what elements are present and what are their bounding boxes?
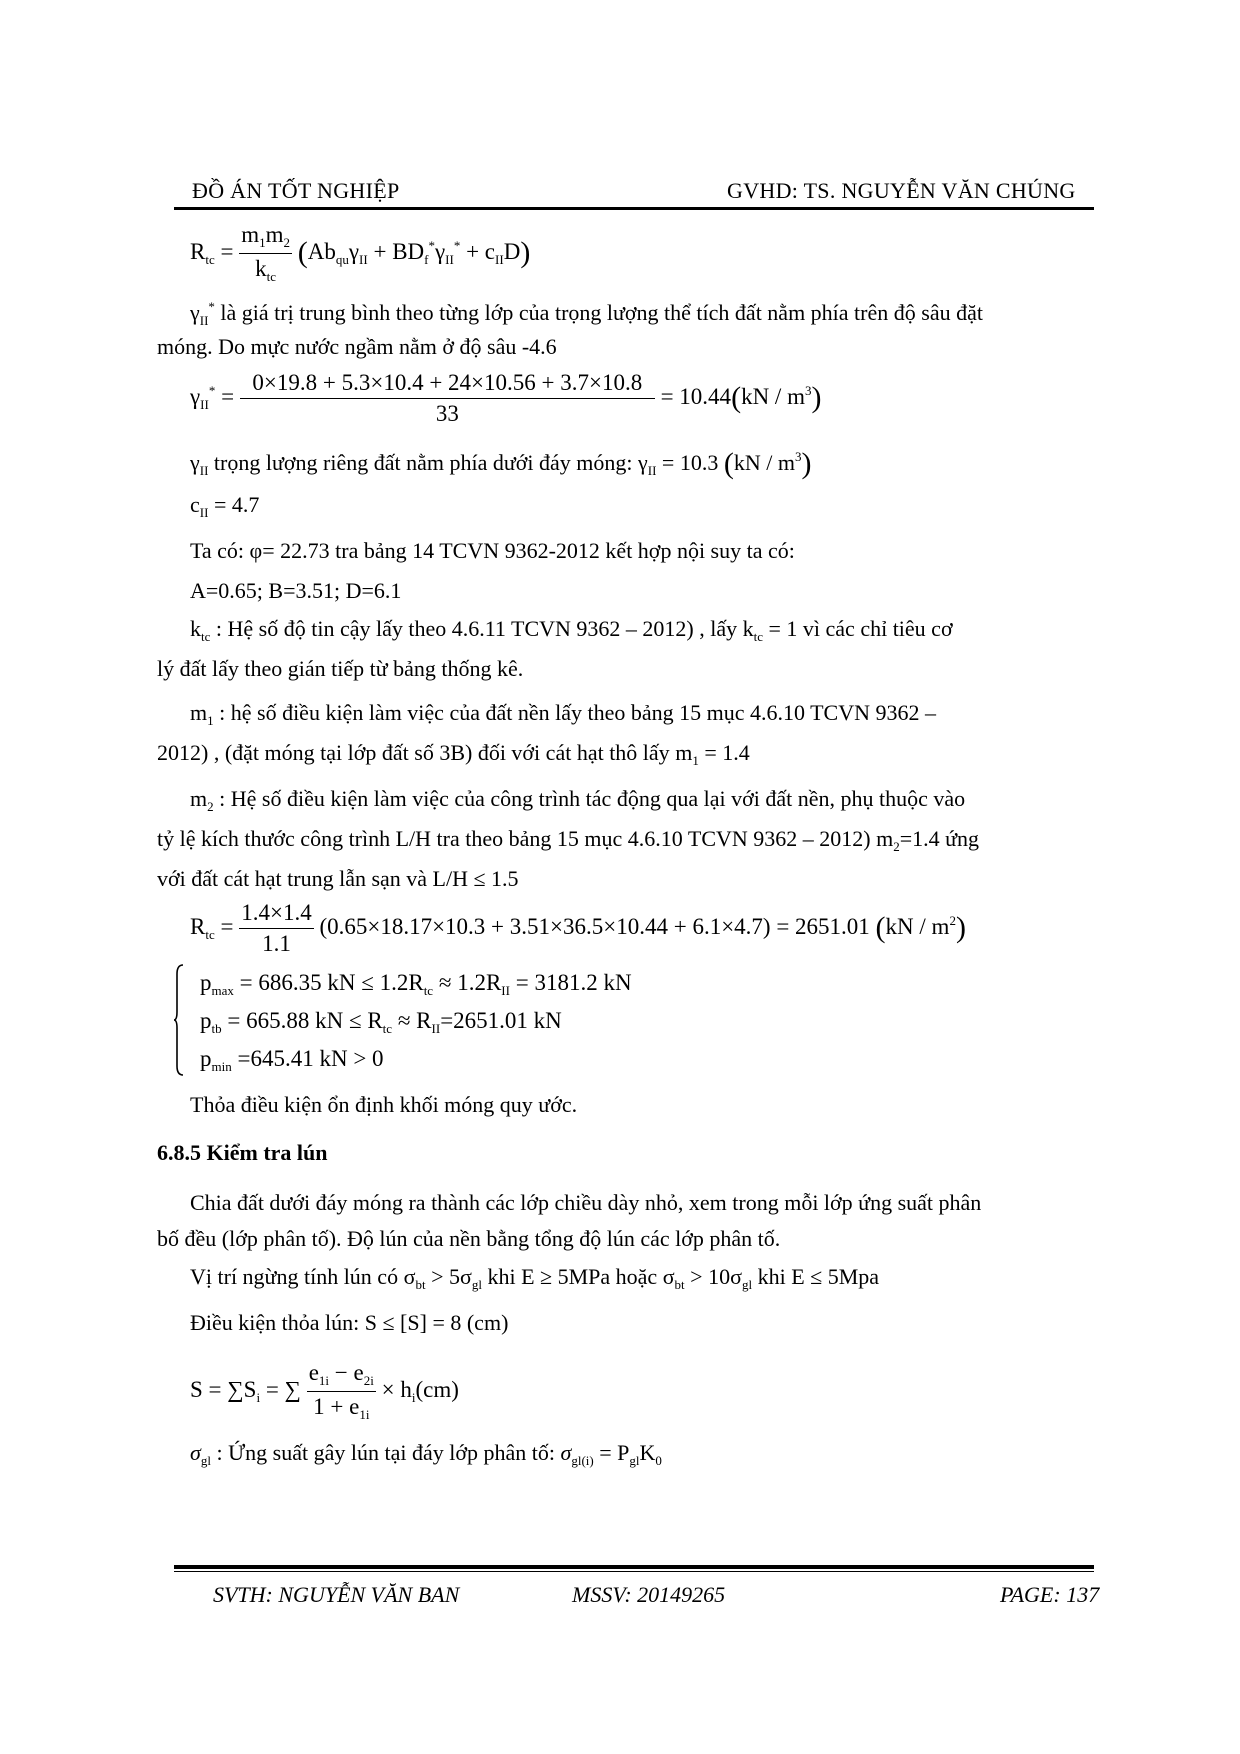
header-rule [174,207,1094,210]
sigma-gl-line: $\sigma_{gl}$ : Ứng suất gây lún tại đáy lớp phân tố: $\sigma_{gl(i)} = P_{gl}K_0$ [190,1440,662,1468]
m1-line2: 2012) , (đặt móng tại lớp đất số 3B) đối với cát hạt thô lấy $m_1 = 1.4$ [157,740,750,768]
m2-line: $m_2$ : Hệ số điều kiện làm việc của công trình tác động qua lại với đất nền, phụ thuộc vào [190,786,966,814]
footer-rule-thick [174,1565,1094,1569]
c2-line: $c_{II} = 4.7$ [190,492,260,520]
settlement-formula: $S = \sum S_i$ = ∑ $\frac{e_{1i} - e_{2i}}{1 + e_{1i}}$ × $h_i(cm)$ [190,1360,459,1422]
m1-line: $m_1$ : hệ số điều kiện làm việc của đất nền lấy theo bảng 15 mục 4.6.10 TCVN 9362 – [190,700,937,728]
footer-page: PAGE: 137 [1000,1582,1100,1607]
gamma-star-desc: $\gamma_{II}^*$ là giá trị trung bình theo từng lớp của trọng lượng thể tích đất nằm phía trên độ sâu đặt [190,299,983,328]
footer-mssv: MSSV: 20149265 [572,1582,726,1607]
header-advisor: GVHD: TS. NGUYỄN VĂN CHÚNG [727,178,1076,203]
m2-line3: với đất cát hạt trung lẫn sạn và L/H ≤ 1.5 [157,866,519,891]
settle-condition: Điều kiện thỏa lún: S ≤ [S] = 8 (cm) [190,1310,509,1335]
para1a: Chia đất dưới đáy móng ra thành các lớp chiều dày nhỏ, xem trong mỗi lớp ứng suất phân [190,1190,982,1215]
gamma2-line: $\gamma_{II}$ trọng lượng riêng đất nằm phía dưới đáy móng: $\gamma_{II} = 10.3$ $(kN / m^3)$ [190,447,812,480]
ptb-line: $p_{tb} = 665.88$ kN ≤ $R_{tc} \approx R_{II}=2651.01$ kN [200,1008,562,1036]
phi-line: Ta có: φ= 22.73 tra bảng 14 TCVN 9362-2012 kết hợp nội suy ta có: [190,538,795,563]
rtc-general-formula: $R_{tc}$ = $\frac{m_1m_2}{k_{tc}}$ $(Ab_{qu}\gamma_{II} + BD_f^*\gamma_{II}^* + c_{II}D)$ [190,222,531,284]
header-title: ĐỒ ÁN TỐT NGHIỆP [192,178,400,203]
gamma-star-formula: $\gamma_{II}^*$ = $\frac{0\times 19.8 + 5.3\times 10.4 + 24\times 10.56 + 3.7\times 10.8}{33}$ = $10.44(kN / m^3)$ [190,370,822,426]
stop-criterion: Vị trí ngừng tính lún có $\sigma_{bt} > 5\sigma_{gl}$ khi E ≥ 5MPa hoặc $\sigma_{bt} > 10\sigma_{gl}$ khi E ≤ 5Mpa [190,1264,880,1292]
pmax-line: $p_{max} = 686.35$ kN ≤ $1.2R_{tc} \approx 1.2R_{II} = 3181.2$ kN [200,970,632,998]
ktc-line2: lý đất lấy theo gián tiếp từ bảng thống kê. [157,656,524,681]
footer-student: SVTH: NGUYỄN VĂN BAN [213,1582,460,1607]
footer-rule-thin [174,1571,1094,1572]
left-brace [174,964,184,1076]
stable-line: Thỏa điều kiện ổn định khối móng quy ước. [190,1092,578,1117]
m2-line2: tỷ lệ kích thước công trình L/H tra theo bảng 15 mục 4.6.10 TCVN 9362 – 2012) $m_2=1.4$ ứng [157,826,980,854]
abd-line: A=0.65; B=3.51; D=6.1 [190,578,402,603]
pmin-line: $p_{min} =645.41$ kN > 0 [200,1046,384,1074]
gamma-star-desc2: móng. Do mực nước ngầm nằm ở độ sâu -4.6 [157,334,557,359]
section-title: 6.8.5 Kiểm tra lún [157,1140,328,1165]
ktc-line: $k_{tc}$ : Hệ số độ tin cậy lấy theo 4.6.11 TCVN 9362 – 2012) , lấy $k_{tc} = 1$ vì các chỉ tiêu cơ [190,616,953,644]
rtc-computed-formula: $R_{tc}$ = $\frac{1.4\times 1.4}{1.1}$ (0.65×18.17×10.3 + 3.51×36.5×10.44 + 6.1×4.7) = 2651.01 $(kN / m^2)$ [190,900,966,956]
para1b: bố đều (lớp phân tố). Độ lún của nền bằng tổng độ lún các lớp phân tố. [157,1226,781,1251]
